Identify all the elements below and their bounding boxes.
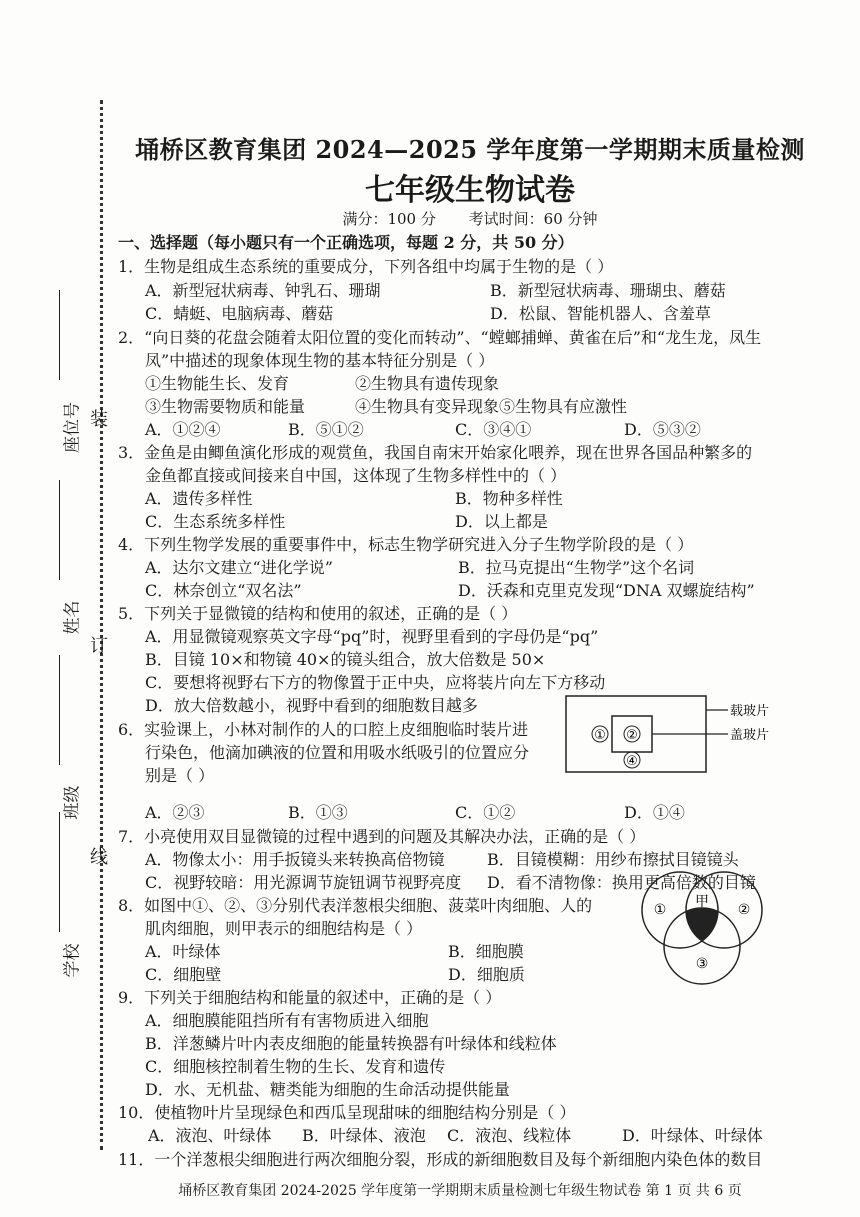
question-stem-cont: 金鱼都直接或间接来自中国，这体现了生物多样性中的（ ） [145, 466, 567, 485]
option-b: B．新型冠状病毒、珊瑚虫、蘑菇 [490, 281, 726, 300]
question-stem: 6．实验课上，小林对制作的人的口腔上皮细胞临时装片进 [118, 720, 529, 739]
option-a: A．用显微镜观察英文字母“pq”时，视野里看到的字母仍是“pq” [145, 627, 599, 646]
option-d: D．松鼠、智能机器人、含羞草 [490, 304, 711, 323]
question-stem: 5．下列关于显微镜的结构和使用的叙述，正确的是（ ） [118, 604, 518, 623]
venn-label-2: ② [737, 902, 751, 918]
seat-number-label: 座位号 [62, 402, 83, 453]
question-stem-cont: 别是（ ） [145, 766, 215, 785]
option-d: D．⑤③② [624, 420, 701, 439]
statement-1: ①生物能生长、发育 [145, 374, 290, 393]
option-d: D．叶绿体、叶绿体 [622, 1126, 763, 1145]
venn-label-jia: 甲 [695, 894, 709, 910]
option-a: A．达尔文建立“进化学说” [145, 558, 333, 577]
binding-char-ding: 订 [90, 636, 108, 657]
option-b: B．目镜模糊：用纱布擦拭目镜镜头 [487, 850, 739, 869]
option-d: D．①④ [624, 803, 685, 822]
slide-diagram [560, 690, 780, 780]
venn-label-1: ① [653, 902, 667, 918]
venn-label-3: ③ [695, 956, 709, 972]
option-b: B．⑤①② [288, 420, 364, 439]
question-stem: 7．小亮使用双目显微镜的过程中遇到的问题及其解决办法，正确的是（ ） [118, 827, 646, 846]
question-stem: 3．金鱼是由鲫鱼演化形成的观赏鱼，我国自南宋开始家化喂养，现在世界各国品种繁多的 [118, 443, 753, 462]
name-label: 姓名 [62, 600, 83, 635]
option-a: A．物像太小：用手扳镜头来转换高倍物镜 [145, 850, 445, 869]
seat-number-line [59, 290, 60, 380]
cover-label: 盖玻片 [730, 728, 770, 743]
class-line [59, 655, 60, 765]
statement-3: ③生物需要物质和能量 [145, 397, 306, 416]
slide-label: 载玻片 [730, 704, 770, 719]
option-d: D．看不清物像：换用更高倍数的目镜 [487, 873, 756, 892]
option-a: A．细胞膜能阻挡所有有害物质进入细胞 [145, 1011, 429, 1030]
option-c: C．生态系统多样性 [145, 512, 286, 531]
marker-2: ② [626, 728, 638, 743]
page-footer: 埇桥区教育集团 2024-2025 学年度第一学期期末质量检测七年级生物试卷 第 1 页 共 6 页 [178, 1183, 742, 1199]
option-b: B．物种多样性 [455, 489, 563, 508]
school-label: 学校 [62, 943, 83, 978]
question-stem-cont: 凤”中描述的现象体现生物的基本特征分别是（ ） [145, 351, 495, 370]
exam-time: 考试时间：60 分钟 [468, 210, 598, 228]
option-b: B．叶绿体、液泡 [302, 1126, 426, 1145]
option-d: D．水、无机盐、糖类能为细胞的生命活动提供能量 [145, 1080, 510, 1099]
option-c: C．林奈创立“双名法” [145, 581, 302, 600]
option-d: D．以上都是 [455, 512, 548, 531]
option-c: C．要想将视野右下方的物像置于正中央，应将装片向左下方移动 [145, 673, 606, 692]
question-stem: 9．下列关于细胞结构和能量的叙述中，正确的是（ ） [118, 988, 502, 1007]
name-line [59, 480, 60, 580]
option-b: B．洋葱鳞片叶内表皮细胞的能量转换器有叶绿体和线粒体 [145, 1034, 557, 1053]
binding-char-zhuang: 装 [90, 409, 108, 430]
option-a: A．②③ [145, 803, 205, 822]
option-a: A．新型冠状病毒、钟乳石、珊瑚 [145, 281, 381, 300]
question-stem: 8．如图中①、②、③分别代表洋葱根尖细胞、菠菜叶肉细胞、人的 [118, 896, 593, 915]
full-score: 满分：100 分 [342, 210, 436, 228]
option-d: D．细胞质 [448, 965, 525, 984]
option-a: A．叶绿体 [145, 942, 221, 961]
exam-title: 埇桥区教育集团 2024—2025 学年度第一学期期末质量检测 [135, 135, 805, 164]
question-stem: 11．一个洋葱根尖细胞进行两次细胞分裂，形成的新细胞数目及每个新细胞内染色体的数目 [118, 1150, 763, 1169]
question-stem-cont: 行染色，他滴加碘液的位置和用吸水纸吸引的位置应分 [145, 743, 530, 762]
marker-1: ① [594, 728, 606, 743]
marker-4: ④ [626, 754, 638, 769]
option-c: C．细胞核控制着生物的生长、发育和遗传 [145, 1057, 446, 1076]
class-label: 班级 [62, 785, 83, 820]
question-stem: 2．“向日葵的花盘会随着太阳位置的变化而转动”、“螳螂捕蝉、黄雀在后”和“龙生龙，凤生 [118, 328, 762, 347]
question-stem: 4．下列生物学发展的重要事件中，标志生物学研究进入分子生物学阶段的是（ ） [118, 535, 694, 554]
binding-dotted-line [100, 100, 103, 1150]
option-d: D．沃森和克里克发现“DNA 双螺旋结构” [458, 581, 755, 600]
option-a: A．①②④ [145, 420, 221, 439]
option-c: C．①② [455, 803, 516, 822]
school-line [59, 812, 60, 932]
statement-4-5: ④生物具有变异现象⑤生物具有应激性 [355, 397, 628, 416]
option-a: A．液泡、叶绿体 [148, 1126, 272, 1145]
question-stem: 1．生物是组成生态系统的重要成分，下列各组中均属于生物的是（ ） [118, 257, 614, 276]
option-c: C．细胞壁 [145, 965, 222, 984]
option-b: B．拉马克提出“生物学”这个名词 [458, 558, 695, 577]
exam-meta [120, 208, 820, 229]
option-b: B．①③ [288, 803, 348, 822]
exam-subtitle: 七年级生物试卷 [365, 173, 575, 208]
option-c: C．③④① [455, 420, 532, 439]
option-a: A．遗传多样性 [145, 489, 253, 508]
option-c: C．液泡、线粒体 [447, 1126, 572, 1145]
question-stem-cont: 肌肉细胞，则甲表示的细胞结构是（ ） [145, 919, 423, 938]
statement-2: ②生物具有遗传现象 [355, 374, 500, 393]
option-b: B．目镜 10×和物镜 40×的镜头组合，放大倍数是 50× [145, 650, 546, 669]
option-c: C．视野较暗：用光源调节旋钮调节视野亮度 [145, 873, 462, 892]
section-heading: 一、选择题（每小题只有一个正确选项，每题 2 分，共 50 分） [118, 233, 574, 252]
binding-char-xian: 线 [90, 847, 108, 868]
option-c: C．蜻蜓、电脑病毒、蘑菇 [145, 304, 334, 323]
question-stem: 10．使植物叶片呈现绿色和西瓜呈现甜味的细胞结构分别是（ ） [118, 1103, 576, 1122]
venn-diagram [628, 870, 778, 985]
option-d: D．放大倍数越小，视野中看到的细胞数目越多 [145, 696, 478, 715]
option-b: B．细胞膜 [448, 942, 524, 961]
